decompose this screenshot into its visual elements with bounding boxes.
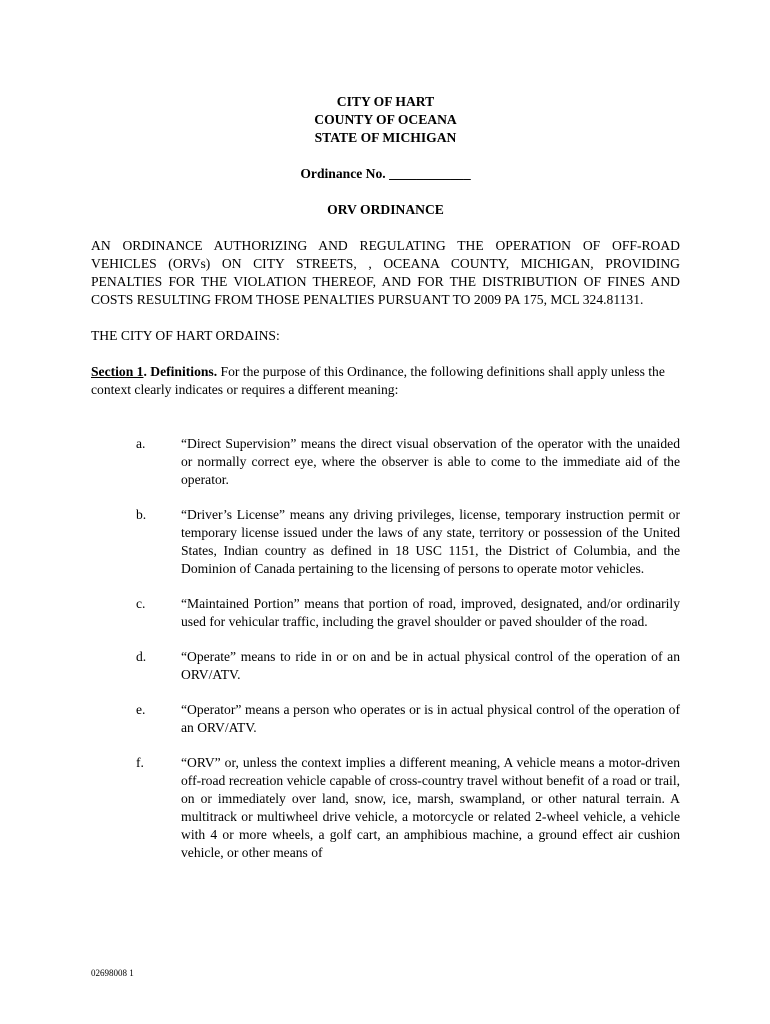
section-number: Section 1	[91, 364, 144, 379]
definition-letter: e.	[136, 702, 146, 717]
section-text: For the purpose of this Ordinance, the following definitions shall apply unless the context clearly indicates or requires a different meaning:	[91, 364, 665, 397]
definition-text: “Operate” means to ride in or on and be in actual physical control of the operation of an ORV/ATV.	[181, 649, 680, 682]
definition-item	[91, 595, 680, 631]
definition-item	[91, 701, 680, 737]
document-header	[91, 93, 680, 147]
header-city: CITY OF HART	[336, 94, 435, 109]
definition-letter: c.	[136, 596, 146, 611]
definition-letter: b.	[136, 507, 147, 522]
header-state: STATE OF MICHIGAN	[314, 130, 457, 145]
document-title: ORV ORDINANCE	[327, 202, 444, 217]
ordains-line: THE CITY OF HART ORDAINS:	[91, 328, 280, 343]
definition-text: “Direct Supervision” means the direct visual observation of the operator with the unaided or normally correct eye, where the observer is able to come to the immediate aid of the operator.	[181, 436, 680, 487]
definition-text: “Maintained Portion” means that portion of road, improved, designated, and/or ordinarily used for vehicular traffic, including the gravel shoulder or paved shoulder of the road.	[181, 596, 680, 629]
definition-text: “Operator” means a person who operates or is in actual physical control of the operation of an ORV/ATV.	[181, 702, 680, 735]
ordinance-number: Ordinance No. ____________	[300, 166, 471, 181]
section-separator: .	[143, 364, 151, 379]
definition-letter: a.	[136, 436, 146, 451]
definition-letter: d.	[136, 649, 147, 664]
section-1-paragraph	[91, 363, 680, 399]
definition-item	[91, 648, 680, 684]
header-county: COUNTY OF OCEANA	[314, 112, 457, 127]
definition-item	[91, 435, 680, 489]
document-footer-id: 02698008 1	[91, 968, 134, 978]
definition-item	[91, 754, 680, 862]
section-title: Definitions.	[150, 364, 218, 379]
definitions-list	[91, 435, 680, 862]
definition-text: “Driver’s License” means any driving privileges, license, temporary instruction permit or temporary license issued under the laws of any state, territory or possession of the United States, Indian country as defined in 18 USC 1151, the District of Columbia, and the Dominion of Canada pertaining to the licensing of persons to operate motor vehicles.	[181, 507, 680, 576]
preamble-paragraph: AN ORDINANCE AUTHORIZING AND REGULATING THE OPERATION OF OFF-ROAD VEHICLES (ORVs) ON CITY STREETS, , OCEANA COUNTY, MICHIGAN, PROVIDING PENALTIES FOR THE VIOLATION THEREOF, AND FOR THE DISTRIBUTION OF FINES AND COSTS RESULTING FROM THOSE PENALTIES PURSUANT TO 2009 PA 175, MCL 324.81131.	[91, 238, 680, 307]
definition-item	[91, 506, 680, 578]
definition-letter: f.	[136, 755, 144, 770]
definition-text: “ORV” or, unless the context implies a different meaning, A vehicle means a motor-driven off-road recreation vehicle capable of cross-country travel without benefit of a road or trail, on or immediately over land, snow, ice, marsh, swampland, or other natural terrain. A multitrack or multiwheel drive vehicle, a motorcycle or related 2-wheel vehicle, a vehicle with 4 or more wheels, a golf cart, an amphibious machine, a ground effect air cushion vehicle, or other means of	[181, 755, 680, 860]
